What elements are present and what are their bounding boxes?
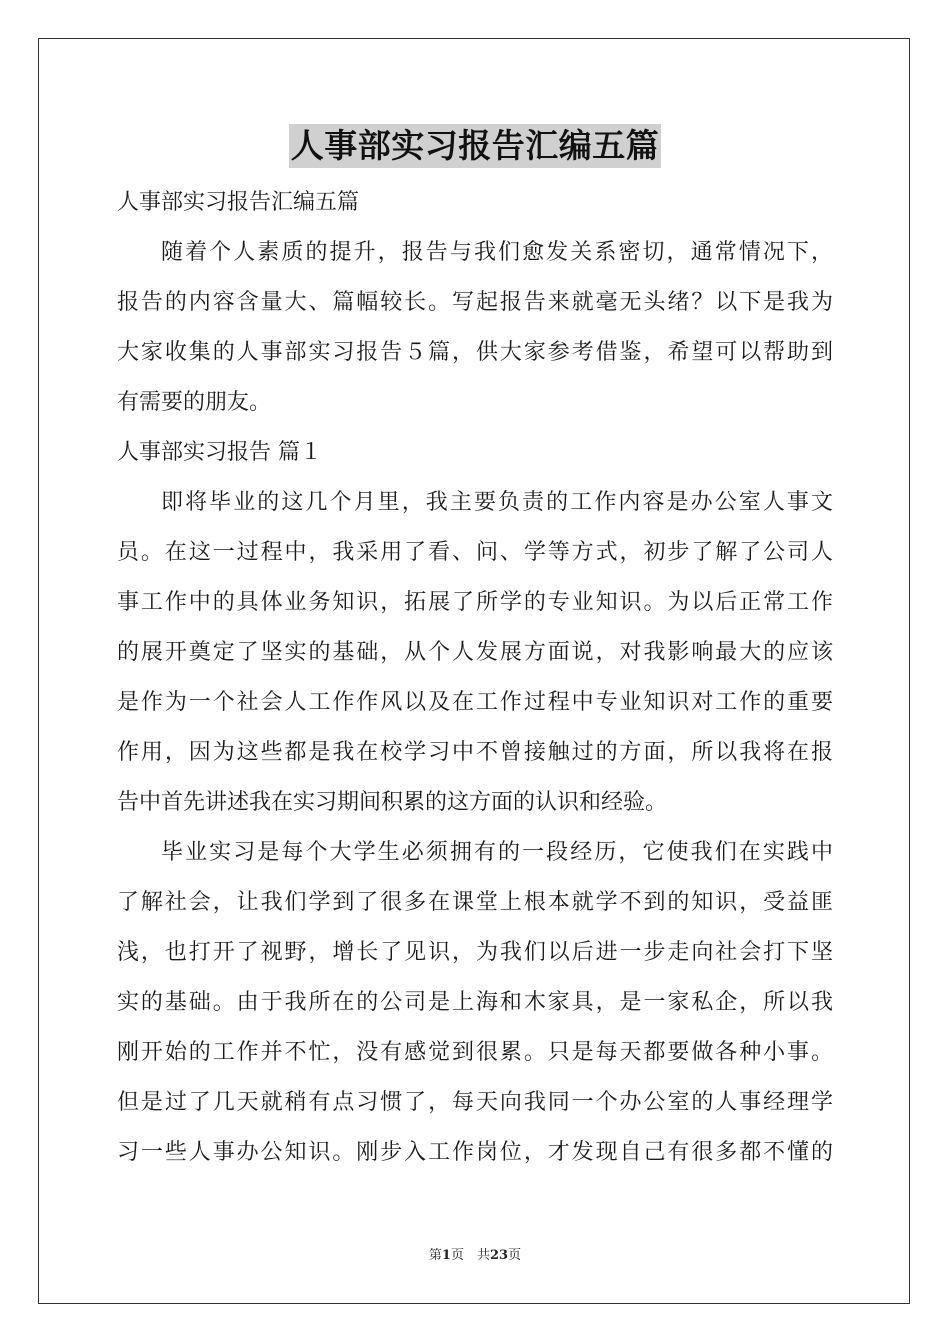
paragraph-line: 毕业实习是每个大学生必须拥有的一段经历，它使我们在实践中: [161, 840, 833, 865]
paragraph-line: 即将毕业的这几个月里，我主要负责的工作内容是办公室人事文: [161, 490, 833, 515]
intro-line: 大家收集的人事部实习报告５篇，供大家参考借鉴，希望可以帮助到: [117, 340, 833, 365]
paragraph-line: 习一些人事办公知识。刚步入工作岗位，才发现自己有很多都不懂的: [117, 1140, 833, 1165]
title-container: [0, 124, 950, 168]
page-current: 1: [441, 1248, 451, 1263]
paragraph-line: 告中首先讲述我在实习期间积累的这方面的认识和经验。: [117, 790, 668, 815]
document-body: [117, 178, 833, 1178]
paragraph-line: 刚开始的工作并不忙，没有感觉到很累。只是每天都要做各种小事。: [117, 1040, 833, 1065]
paragraph-line: 了解社会，让我们学到了很多在课堂上根本就学不到的知识，受益匪: [117, 890, 833, 915]
paragraph-line: 的展开奠定了坚实的基础，从个人发展方面说，对我影响最大的应该: [117, 640, 833, 665]
document-title: 人事部实习报告汇编五篇: [289, 124, 662, 168]
intro-line: 随着个人素质的提升，报告与我们愈发关系密切，通常情况下，: [161, 240, 833, 265]
paragraph-line: 浅，也打开了视野，增长了见识，为我们以后进一步走向社会打下坚: [117, 940, 833, 965]
intro-line: 有需要的朋友。: [117, 390, 272, 415]
paragraph-line: 事工作中的具体业务知识，拓展了所学的专业知识。为以后正常工作: [117, 590, 833, 615]
intro-line: 报告的内容含量大、篇幅较长。写起报告来就毫无头绪？以下是我为: [117, 290, 833, 315]
page-footer: [0, 1244, 950, 1263]
paragraph-line: 作用，因为这些都是我在校学习中不曾接触过的方面，所以我将在报: [117, 740, 833, 765]
subtitle-line: 人事部实习报告汇编五篇: [117, 190, 360, 215]
section-heading: 人事部实习报告 篇１: [117, 440, 322, 465]
paragraph-line: 员。在这一过程中，我采用了看、问、学等方式，初步了解了公司人: [117, 540, 833, 565]
paragraph-line: 但是过了几天就稍有点习惯了，每天向我同一个办公室的人事经理学: [117, 1090, 833, 1115]
paragraph-line: 实的基础。由于我所在的公司是上海和木家具，是一家私企，所以我: [117, 990, 833, 1015]
page-prefix: 第: [428, 1248, 442, 1263]
paragraph-line: 是作为一个社会人工作作风以及在工作过程中专业知识对工作的重要: [117, 690, 833, 715]
page-total: 23: [489, 1248, 509, 1263]
page-suffix: 页: [508, 1248, 522, 1263]
page-mid: 页 共: [450, 1248, 490, 1263]
